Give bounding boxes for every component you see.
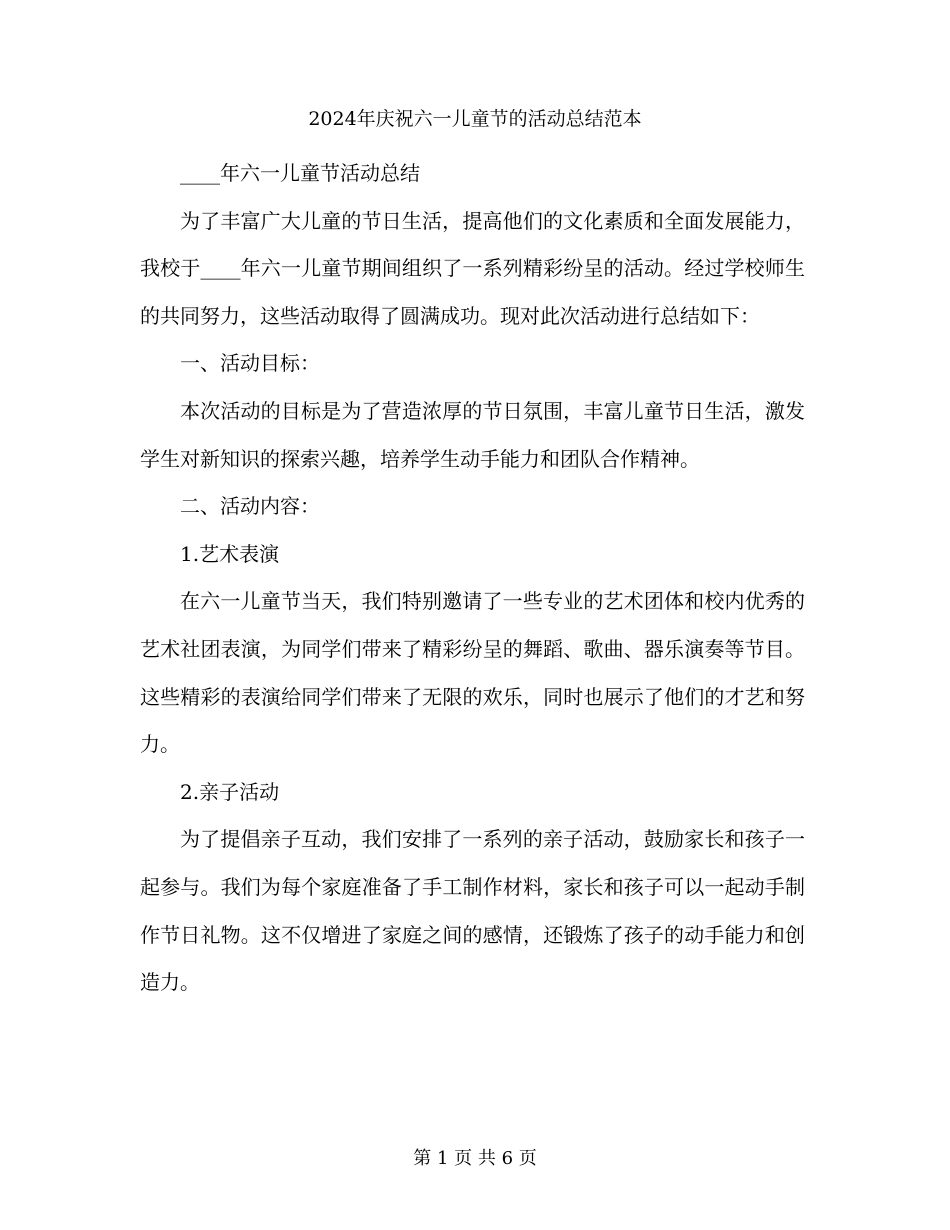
section-heading-goals: 一、活动目标： (180, 351, 320, 376)
subheading-parent-child: 2.亲子活动 (180, 779, 280, 804)
document-title: 2024年庆祝六一儿童节的活动总结范本 (308, 108, 642, 130)
subtitle-paragraph: ____年六一儿童节活动总结 (180, 161, 420, 185)
art-performance-paragraph: 在六一儿童节当天，我们特别邀请了一些专业的艺术团体和校内优秀的艺术社团表演，为同学们带来了精彩纷呈的舞蹈、歌曲、器乐演奏等节目。这些精彩的表演给同学们带来了无限的欢乐，同时也展示了他们的才艺和努力。 (140, 589, 805, 757)
subheading-art-performance: 1.艺术表演 (180, 541, 280, 566)
page-number-footer: 第 1 页 共 6 页 (413, 1148, 537, 1169)
document-body (140, 150, 805, 1007)
section-heading-content: 二、活动内容： (180, 494, 320, 519)
parent-child-paragraph: 为了提倡亲子互动，我们安排了一系列的亲子活动，鼓励家长和孩子一起参与。我们为每个家庭准备了手工制作材料，家长和孩子可以一起动手制作节日礼物。这不仅增进了家庭之间的感情，还锻炼了孩子的动手能力和创造力。 (140, 827, 805, 995)
intro-paragraph: 为了丰富广大儿童的节日生活，提高他们的文化素质和全面发展能力，我校于____年六一儿童节期间组织了一系列精彩纷呈的活动。经过学校师生的共同努力，这些活动取得了圆满成功。现对此次活动进行总结如下： (140, 208, 805, 328)
goals-paragraph: 本次活动的目标是为了营造浓厚的节日氛围，丰富儿童节日生活，激发学生对新知识的探索兴趣，培养学生动手能力和团队合作精神。 (140, 398, 805, 471)
